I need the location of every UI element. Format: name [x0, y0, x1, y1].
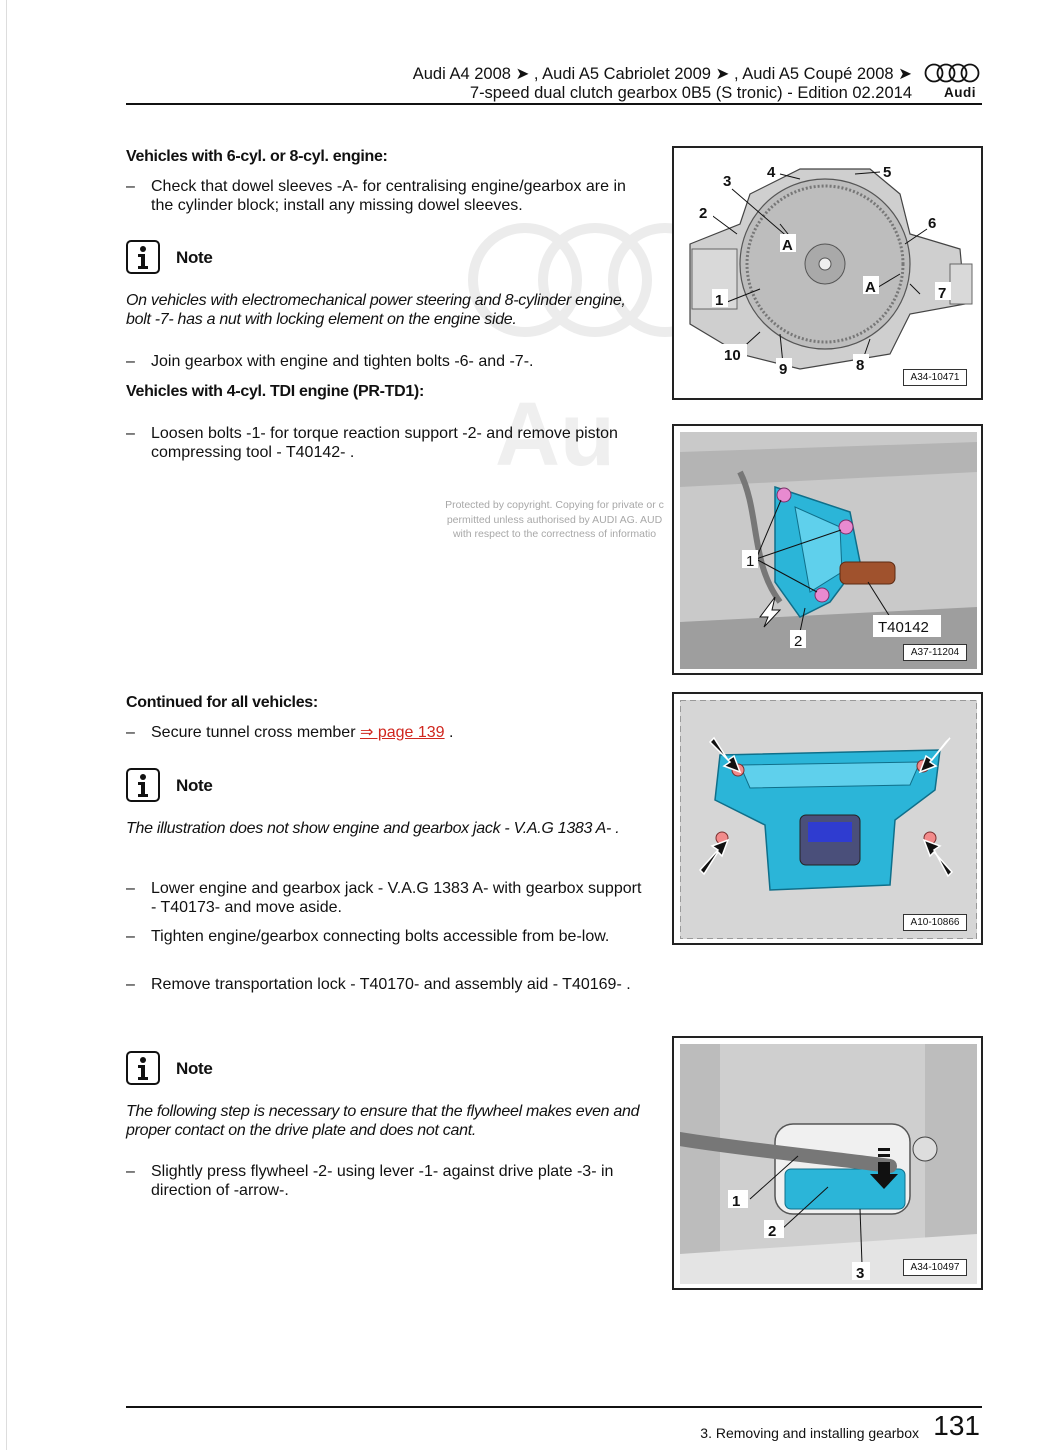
fig1-label-8: 8 [856, 357, 865, 374]
note-text-jack: The illustration does not show engine and gearbox jack - V.A.G 1383 A- . [126, 820, 620, 837]
header-rule [126, 103, 982, 105]
fig1-label-6: 6 [928, 215, 937, 232]
step-dash: – [126, 353, 135, 370]
header-document-title: 7-speed dual clutch gearbox 0B5 (S tronic) - Edition 02.2014 [469, 84, 912, 102]
step-dash: – [126, 425, 135, 442]
figure-tunnel-cross-member [672, 692, 983, 945]
step-text: Check that dowel sleeves -A- for centralising engine/gearbox are in the cylinder block; install any missing dowel sleeves. [151, 178, 626, 214]
fig2-label-1: 1 [746, 553, 755, 570]
audi-wordmark: Audi [944, 85, 976, 100]
step-text: Join gearbox with engine and tighten bolts -6- and -7-. [151, 353, 534, 370]
figure-code: A34-10471 [903, 369, 967, 386]
fig1-label-2: 2 [699, 205, 708, 222]
fig1-label-a-lower: A [865, 279, 876, 296]
gearbox-housing-illustration [680, 154, 977, 394]
fig1-label-a-upper: A [782, 237, 793, 254]
step-remove-lock [126, 976, 646, 995]
heading-all-vehicles: Continued for all vehicles: [126, 694, 318, 711]
step-dash: – [126, 928, 135, 945]
fig1-label-10: 10 [724, 347, 741, 364]
step-text: Lower engine and gearbox jack - V.A.G 1383 A- with gearbox support - T40173- and move aside. [151, 880, 642, 916]
fig1-label-7: 7 [938, 285, 947, 302]
note-header [126, 1051, 326, 1091]
watermark-line-3: with respect to the correctness of informatio [452, 528, 657, 540]
step-text-prefix: Secure tunnel cross member [151, 724, 360, 741]
info-note-icon [126, 768, 160, 802]
step-loosen-bolts [126, 425, 646, 462]
step-tighten-bolts [126, 928, 646, 947]
step-text-suffix: . [444, 724, 454, 741]
cross-member-illustration [680, 700, 977, 939]
watermark-line-1: Protected by copyright. Copying for private or c [445, 499, 664, 511]
fig4-label-3: 3 [856, 1265, 865, 1282]
step-text: Remove transportation lock - T40170- and assembly aid - T40169- . [151, 976, 631, 993]
note-text-power-steering: On vehicles with electromechanical power steering and 8-cylinder engine, bolt -7- has a nut with locking element on the engine side. [126, 292, 626, 328]
fig1-label-3: 3 [723, 173, 732, 190]
step-secure-cross-member [126, 724, 646, 743]
note-text-flywheel: The following step is necessary to ensure that the flywheel makes even and proper contact on the drive plate and does not cant. [126, 1103, 640, 1139]
header-models: Audi A4 2008 ➤ , Audi A5 Cabriolet 2009 ➤ , Audi A5 Coupé 2008 ➤ [412, 65, 912, 83]
heading-six-eight-cyl: Vehicles with 6-cyl. or 8-cyl. engine: [126, 148, 388, 165]
figure-code: A10-10866 [903, 914, 967, 931]
fig1-label-9: 9 [779, 361, 788, 378]
watermark-text [432, 498, 677, 542]
note-header [126, 240, 326, 280]
fig4-label-1: 1 [732, 1193, 741, 1210]
fig2-label-tool: T40142 [878, 619, 929, 636]
fig1-label-1: 1 [715, 292, 724, 309]
note-label: Note [176, 248, 213, 267]
step-text: Slightly press flywheel -2- using lever -1- against drive plate -3- in direction of -arrow-. [151, 1163, 614, 1199]
info-note-icon [126, 1051, 160, 1085]
page-139-link[interactable]: ⇒ page 139 [359, 724, 445, 741]
torque-support-illustration [680, 432, 977, 669]
step-text: Tighten engine/gearbox connecting bolts accessible from be-low. [151, 928, 610, 945]
step-dash: – [126, 880, 135, 897]
figure-flywheel-lever [672, 1036, 983, 1290]
page-edge [6, 0, 7, 1450]
page-number: 131 [933, 1410, 980, 1441]
step-text: Loosen bolts -1- for torque reaction support -2- and remove piston compressing tool - T40142- . [151, 425, 618, 461]
footer-rule [126, 1406, 982, 1408]
footer-chapter-title: 3. Removing and installing gearbox [700, 1425, 919, 1441]
figure-torque-reaction-support [672, 424, 983, 675]
step-press-flywheel [126, 1163, 646, 1200]
figure-gearbox-housing [672, 146, 983, 400]
note-label: Note [176, 776, 213, 795]
fig1-label-5: 5 [883, 164, 892, 181]
step-dash: – [126, 1163, 135, 1180]
page-header [126, 62, 982, 106]
watermark-line-2: permitted unless authorised by AUDI AG. AUD [446, 513, 663, 526]
fig4-label-2: 2 [768, 1223, 777, 1240]
info-note-icon [126, 240, 160, 274]
step-text [151, 724, 646, 743]
step-dash: – [126, 724, 135, 741]
step-join-gearbox [126, 353, 646, 372]
note-header [126, 768, 326, 808]
heading-tdi: Vehicles with 4-cyl. TDI engine (PR-TD1): [126, 383, 424, 400]
flywheel-lever-illustration [680, 1044, 977, 1284]
note-label: Note [176, 1059, 213, 1078]
fig1-label-4: 4 [767, 164, 776, 181]
step-dash: – [126, 178, 135, 195]
figure-code: A34-10497 [903, 1259, 967, 1276]
step-lower-jack [126, 880, 646, 917]
svg-text:Au: Au [495, 385, 615, 480]
step-check-dowel-sleeves [126, 178, 646, 215]
figure-code: A37-11204 [903, 644, 967, 661]
step-dash: – [126, 976, 135, 993]
fig2-label-2: 2 [794, 633, 803, 650]
